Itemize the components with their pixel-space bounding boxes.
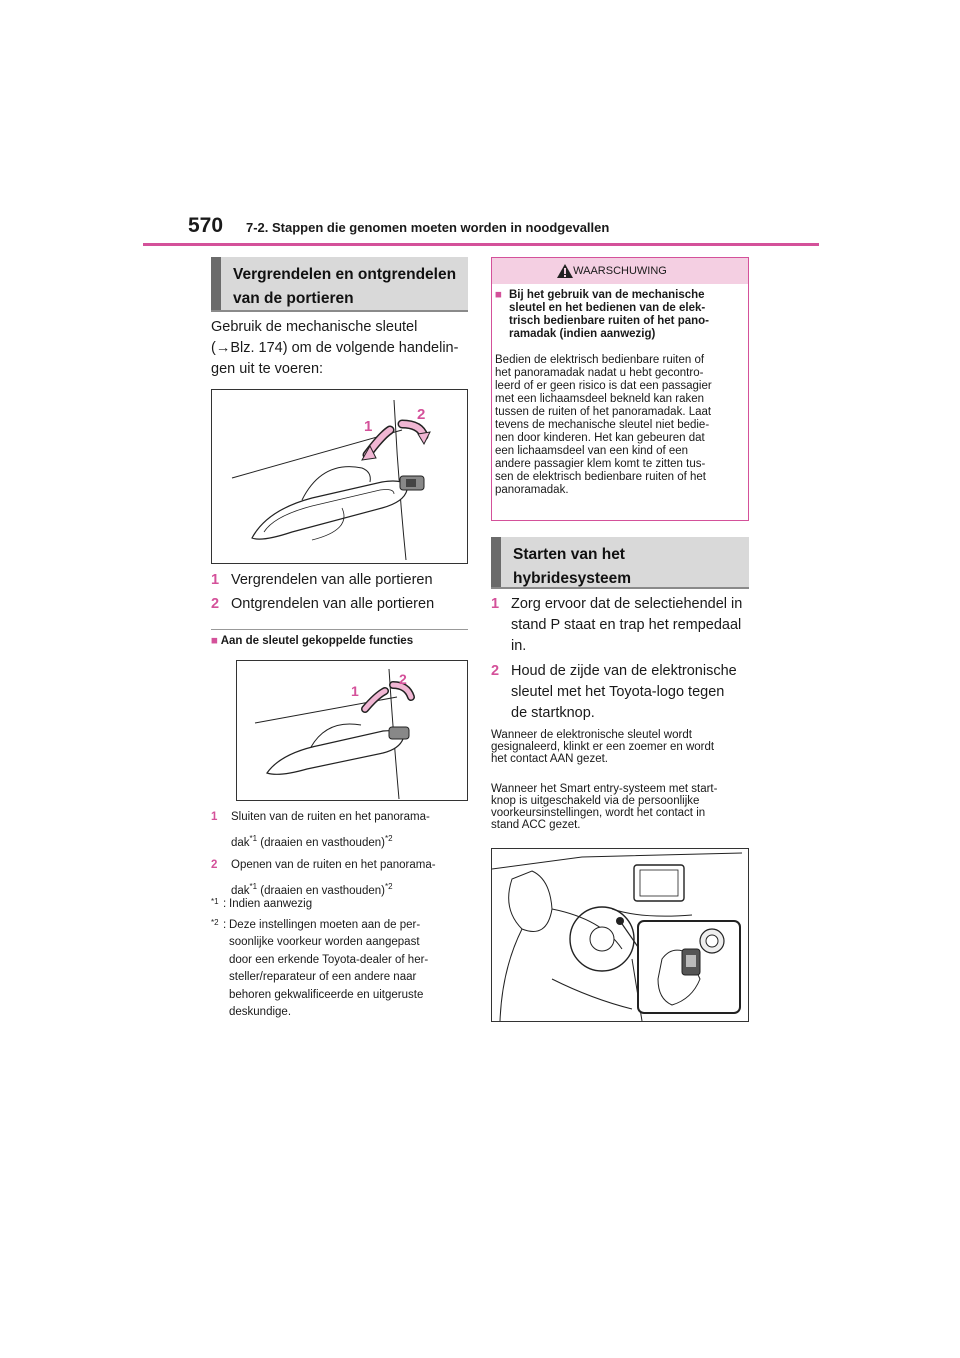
footnote-ref: *2 [384, 834, 393, 843]
footnotes [211, 896, 473, 1022]
paragraph-line: stand ACC gezet. [491, 819, 581, 831]
step-text: Vergrendelen van alle portieren [231, 572, 433, 588]
section-heading-locking [211, 257, 468, 310]
figure-label: 2 [417, 406, 426, 423]
step-text: Zorg ervoor dat de selectiehendel in [511, 596, 743, 612]
step-text: dak [231, 884, 250, 897]
header-rule [143, 243, 819, 246]
intro-line: Gebruik de mechanische sleutel [211, 319, 418, 335]
paragraph-line: knop is uitgeschakeld via de persoonlijke [491, 795, 700, 807]
section-heading-line: Starten van het [513, 546, 625, 563]
door-handle-illustration [211, 389, 468, 564]
start-button-illustration [491, 848, 749, 1022]
warning-body-line: tevens de mechanische sleutel niet bedie- [495, 419, 710, 431]
key-functions-drawing [237, 661, 467, 800]
square-bullet-icon: ■ [211, 635, 218, 647]
footnote-ref: *2 [384, 881, 393, 891]
step-number: 1 [491, 596, 500, 612]
footnote-line: steller/reparateur of een andere naar [229, 971, 417, 983]
warning-body-line: panoramadak. [495, 484, 569, 496]
figure-label: 1 [364, 418, 373, 435]
step-list [211, 570, 434, 615]
step-number: 1 [211, 572, 220, 588]
sub-step-item [211, 854, 471, 902]
step-text: (draaien en vasthouden) [257, 836, 385, 849]
footnote-line: deskundige. [229, 1006, 292, 1018]
footnote-mark: *1 [211, 897, 219, 906]
paragraph-line: voorkeursinstellingen, wordt het contact in [491, 807, 706, 819]
warning-body-line: het panoramadak nadat u hebt gecontro- [495, 367, 704, 379]
key-functions-illustration [236, 660, 468, 801]
section-heading-line: van de portieren [233, 290, 354, 307]
warning-body-line: een lichaamsdeel van een kind of een [495, 445, 689, 457]
warning-body-line: leerd of er geen risico is dat een passagier [495, 380, 712, 392]
section-heading-line: hybridesysteem [513, 570, 632, 587]
section-heading-line: Vergrendelen en ontgrendelen [233, 266, 457, 283]
intro-line: gen uit te voeren: [211, 361, 324, 377]
warning-body-line: nen door kinderen. Het kan gebeuren dat [495, 432, 705, 444]
door-handle-drawing [212, 390, 467, 563]
step-text: sleutel met het Toyota-logo tegen [511, 684, 725, 700]
warning-heading-line: ramadak (indien aanwezig) [509, 328, 656, 340]
footnote-ref: *1 [249, 881, 258, 891]
warning-body-line: sen de elektrisch bedienbare ruiten of het [495, 471, 706, 483]
divider [211, 629, 468, 630]
step-number: 2 [491, 663, 500, 679]
step-number: 2 [211, 596, 220, 612]
warning-heading-line: Bij het gebruik van de mechanische [509, 289, 705, 301]
step-item [491, 594, 753, 657]
info-paragraph [491, 783, 753, 831]
footnote-line: Deze instellingen moeten aan de per- [229, 918, 421, 931]
sub-step-item [211, 806, 471, 854]
step-text: de startknop. [511, 705, 595, 721]
step-text: in. [511, 638, 527, 654]
step-text: Ontgrendelen van alle portieren [231, 596, 435, 612]
footnote: *2 : Deze instellingen moeten aan de per- soonlijke voorkeur worden aangepast door een erkende Toyota-dealer of her- steller/reparateur of een andere naar behoren gekwalificeerde en uitgeruste deskundige. [211, 917, 473, 1022]
step-text: dak [231, 836, 250, 849]
page-number: 570 [188, 214, 224, 237]
figure-label: 2 [399, 671, 407, 687]
step-item [211, 570, 434, 591]
warning-body-line: andere passagier klem komt te zitten tus- [495, 458, 706, 470]
paragraph-line: het contact AAN gezet. [491, 753, 608, 765]
step-text: stand P staat en trap het rempedaal [511, 617, 742, 633]
figure-label: 1 [351, 683, 359, 699]
subsection-title: Aan de sleutel gekoppelde functies [220, 635, 414, 647]
step-item [491, 661, 753, 724]
intro-line: (→Blz. 174) om de volgende handelin- [211, 340, 459, 356]
footnote-ref: *1 [249, 834, 258, 843]
step-text: Houd de zijde van de elektronische [511, 663, 737, 679]
warning-body-line: met een lichaamsdeel bekneld kan raken [495, 393, 705, 405]
section-heading-hybrid [491, 537, 749, 587]
warning-heading [495, 289, 745, 341]
sub-step-list [211, 806, 471, 902]
step-number: 2 [211, 858, 218, 871]
step-number: 1 [211, 811, 218, 823]
intro-paragraph [211, 317, 458, 380]
warning-heading-line: sleutel en het bedienen van de elek- [509, 302, 706, 314]
footnote-line: soonlijke voorkeur worden aangepast [229, 936, 420, 948]
square-bullet-icon: ■ [495, 289, 502, 301]
footnote: *1 : Indien aanwezig [211, 896, 473, 914]
hybrid-step-list [491, 594, 753, 724]
warning-body-line: Bedien de elektrisch bedienbare ruiten of [495, 354, 705, 366]
footnote-line: Indien aanwezig [229, 898, 313, 910]
warning-body-line: tussen de ruiten of het panoramadak. Laat [495, 406, 712, 418]
warning-body [495, 354, 747, 497]
footnote-line: behoren gekwalificeerde en uitgeruste [229, 988, 424, 1001]
paragraph-line: gesignaleerd, klinkt er een zoemer en wordt [491, 741, 715, 753]
step-item [211, 594, 434, 615]
step-text: (draaien en vasthouden) [257, 884, 385, 897]
info-paragraph [491, 729, 753, 765]
paragraph-line: Wanneer het Smart entry-systeem met start- [491, 783, 718, 795]
paragraph-line: Wanneer de elektronische sleutel wordt [491, 729, 692, 741]
cockpit-drawing [492, 849, 748, 1021]
warning-heading-line: trisch bedienbare ruiten of het pano- [509, 315, 709, 327]
warning-box [491, 257, 749, 521]
footnote-mark: *2 [211, 917, 219, 927]
warning-title: WAARSCHUWING [573, 265, 667, 277]
step-text: Sluiten van de ruiten en het panorama- [231, 811, 430, 823]
step-text: Openen van de ruiten en het panorama- [231, 858, 436, 871]
chapter-title: 7-2. Stappen die genomen moeten worden in noodgevallen [246, 220, 610, 235]
warning-header [492, 258, 748, 284]
subsection-heading [211, 635, 413, 647]
footnote-line: door een erkende Toyota-dealer of her- [229, 953, 429, 966]
